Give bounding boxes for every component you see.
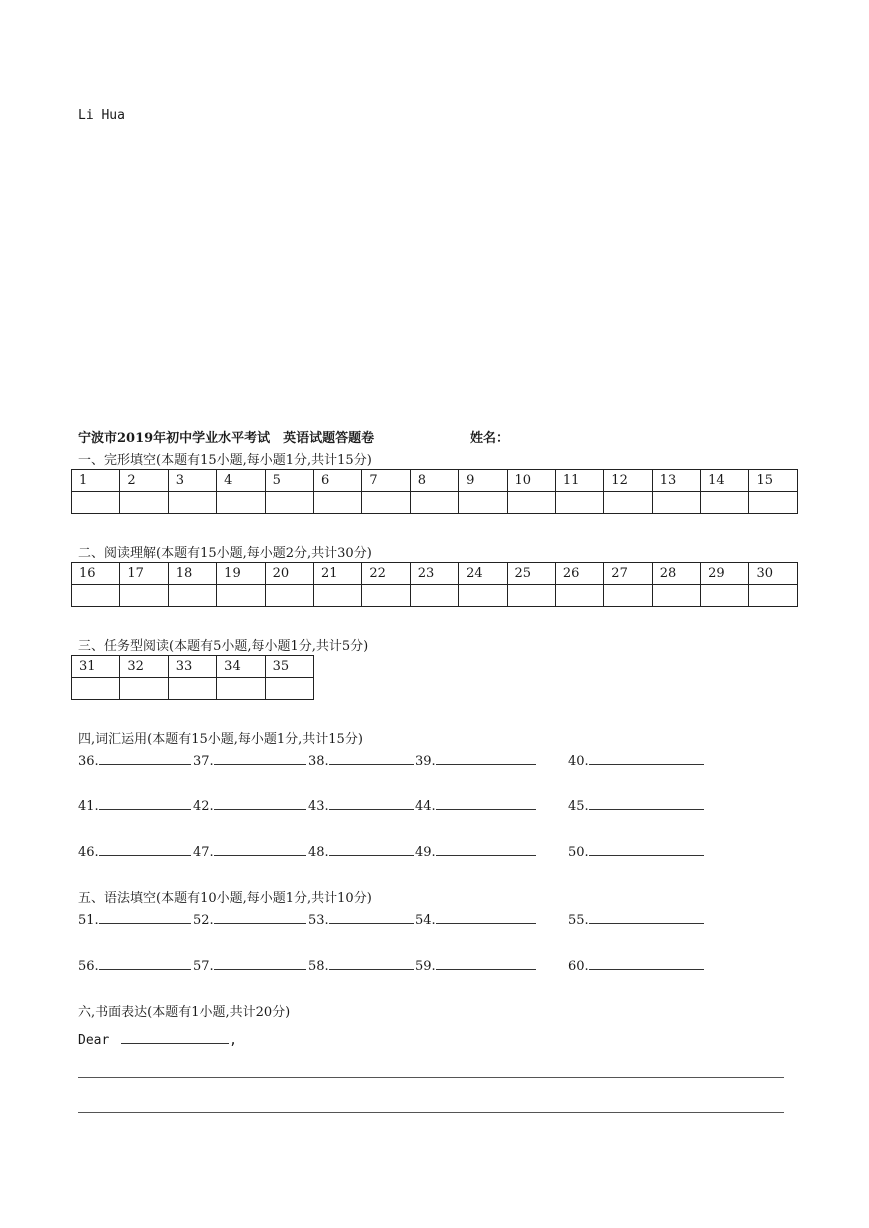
question-number: 14 bbox=[701, 470, 749, 492]
blank-item bbox=[193, 957, 306, 974]
answer-cell[interactable] bbox=[217, 585, 265, 607]
question-number: 1 bbox=[72, 470, 120, 492]
blank-item bbox=[568, 752, 704, 769]
answer-cell[interactable] bbox=[362, 492, 410, 514]
item-number: 54. bbox=[415, 913, 436, 928]
question-number: 28 bbox=[652, 563, 700, 585]
question-number: 35 bbox=[265, 656, 313, 678]
answer-blank[interactable] bbox=[214, 911, 306, 924]
section-6-heading: 六,书面表达(本题有1小题,共计20分) bbox=[78, 1005, 291, 1020]
item-number: 60. bbox=[568, 959, 589, 974]
question-number: 33 bbox=[168, 656, 216, 678]
item-number: 43. bbox=[308, 799, 329, 814]
answer-blank[interactable] bbox=[589, 911, 704, 924]
blank-item bbox=[568, 957, 704, 974]
section-2-heading: 二、阅读理解(本题有15小题,每小题2分,共计30分) bbox=[78, 546, 372, 561]
answer-cell[interactable] bbox=[507, 585, 555, 607]
question-number: 8 bbox=[410, 470, 458, 492]
item-number: 38. bbox=[308, 754, 329, 769]
item-number: 57. bbox=[193, 959, 214, 974]
blank-item bbox=[415, 843, 536, 860]
blank-item bbox=[193, 752, 306, 769]
answer-cell[interactable] bbox=[217, 678, 265, 700]
answer-blank[interactable] bbox=[436, 797, 536, 810]
item-number: 45. bbox=[568, 799, 589, 814]
answer-blank[interactable] bbox=[214, 752, 306, 765]
item-number: 44. bbox=[415, 799, 436, 814]
recipient-blank[interactable] bbox=[121, 1031, 229, 1044]
answer-cell[interactable] bbox=[459, 585, 507, 607]
blank-item bbox=[415, 957, 536, 974]
answer-cell[interactable] bbox=[72, 585, 120, 607]
answer-cell[interactable] bbox=[313, 585, 361, 607]
item-number: 51. bbox=[78, 913, 99, 928]
question-number: 13 bbox=[652, 470, 700, 492]
question-number: 20 bbox=[265, 563, 313, 585]
blank-item bbox=[568, 843, 704, 860]
question-number: 10 bbox=[507, 470, 555, 492]
answer-cell[interactable] bbox=[265, 492, 313, 514]
answer-blank[interactable] bbox=[436, 957, 536, 970]
item-number: 58. bbox=[308, 959, 329, 974]
answer-cell[interactable] bbox=[749, 492, 798, 514]
question-number: 2 bbox=[120, 470, 168, 492]
answer-cell[interactable] bbox=[120, 678, 168, 700]
section-4-heading: 四,词汇运用(本题有15小题,每小题1分,共计15分) bbox=[78, 732, 363, 747]
blank-item bbox=[193, 843, 306, 860]
answer-cell[interactable] bbox=[749, 585, 798, 607]
answer-cell[interactable] bbox=[120, 492, 168, 514]
blank-item bbox=[78, 752, 191, 769]
item-number: 55. bbox=[568, 913, 589, 928]
blank-item bbox=[78, 797, 191, 814]
blank-item bbox=[415, 797, 536, 814]
item-number: 48. bbox=[308, 845, 329, 860]
item-number: 56. bbox=[78, 959, 99, 974]
answer-blank[interactable] bbox=[329, 797, 414, 810]
answer-blank[interactable] bbox=[214, 797, 306, 810]
question-number: 31 bbox=[72, 656, 120, 678]
question-number: 25 bbox=[507, 563, 555, 585]
section-1-answer-grid bbox=[71, 469, 798, 514]
blank-item bbox=[308, 752, 414, 769]
item-number: 37. bbox=[193, 754, 214, 769]
answer-cell[interactable] bbox=[604, 585, 652, 607]
answer-blank[interactable] bbox=[329, 911, 414, 924]
question-number: 21 bbox=[313, 563, 361, 585]
greeting-comma: , bbox=[229, 1033, 237, 1048]
answer-cell[interactable] bbox=[265, 585, 313, 607]
answer-blank[interactable] bbox=[99, 957, 191, 970]
question-number: 18 bbox=[168, 563, 216, 585]
answer-cell[interactable] bbox=[652, 585, 700, 607]
question-number: 30 bbox=[749, 563, 798, 585]
answer-blank[interactable] bbox=[589, 843, 704, 856]
answer-blank[interactable] bbox=[99, 843, 191, 856]
answer-blank[interactable] bbox=[329, 843, 414, 856]
section-2-answer-row bbox=[72, 585, 798, 607]
question-number: 24 bbox=[459, 563, 507, 585]
item-number: 42. bbox=[193, 799, 214, 814]
item-number: 59. bbox=[415, 959, 436, 974]
blank-item bbox=[308, 957, 414, 974]
section-1-answer-row bbox=[72, 492, 798, 514]
answer-blank[interactable] bbox=[436, 752, 536, 765]
answer-cell[interactable] bbox=[168, 678, 216, 700]
question-number: 26 bbox=[555, 563, 603, 585]
question-number: 32 bbox=[120, 656, 168, 678]
answer-cell[interactable] bbox=[72, 678, 120, 700]
blank-item bbox=[308, 911, 414, 928]
question-number: 4 bbox=[217, 470, 265, 492]
item-number: 47. bbox=[193, 845, 214, 860]
answer-blank[interactable] bbox=[589, 752, 704, 765]
blank-item bbox=[193, 911, 306, 928]
section-5-heading: 五、语法填空(本题有10小题,每小题1分,共计10分) bbox=[78, 891, 372, 906]
question-number: 22 bbox=[362, 563, 410, 585]
answer-blank[interactable] bbox=[99, 752, 191, 765]
question-number: 23 bbox=[410, 563, 458, 585]
answer-blank[interactable] bbox=[329, 957, 414, 970]
answer-blank[interactable] bbox=[214, 957, 306, 970]
question-number: 11 bbox=[555, 470, 603, 492]
question-number: 9 bbox=[459, 470, 507, 492]
question-number: 16 bbox=[72, 563, 120, 585]
answer-blank[interactable] bbox=[436, 911, 536, 924]
question-number: 17 bbox=[120, 563, 168, 585]
answer-cell[interactable] bbox=[507, 492, 555, 514]
writing-line[interactable] bbox=[78, 1112, 784, 1113]
answer-cell[interactable] bbox=[120, 585, 168, 607]
section-2-number-row bbox=[72, 563, 798, 585]
answer-cell[interactable] bbox=[652, 492, 700, 514]
question-number: 15 bbox=[749, 470, 798, 492]
item-number: 36. bbox=[78, 754, 99, 769]
section-2-answer-grid bbox=[71, 562, 798, 607]
question-number: 12 bbox=[604, 470, 652, 492]
page-title: 宁波市2019年初中学业水平考试 英语试题答题卷 bbox=[78, 431, 375, 446]
writing-line[interactable] bbox=[78, 1077, 784, 1078]
blank-item bbox=[568, 797, 704, 814]
question-number: 19 bbox=[217, 563, 265, 585]
question-number: 27 bbox=[604, 563, 652, 585]
answer-blank[interactable] bbox=[99, 797, 191, 810]
item-number: 40. bbox=[568, 754, 589, 769]
answer-blank[interactable] bbox=[436, 843, 536, 856]
section-3-answer-grid bbox=[71, 655, 314, 700]
answer-cell[interactable] bbox=[604, 492, 652, 514]
item-number: 50. bbox=[568, 845, 589, 860]
answer-cell[interactable] bbox=[313, 492, 361, 514]
answer-blank[interactable] bbox=[589, 797, 704, 810]
question-number: 6 bbox=[313, 470, 361, 492]
item-number: 53. bbox=[308, 913, 329, 928]
answer-cell[interactable] bbox=[555, 492, 603, 514]
item-number: 41. bbox=[78, 799, 99, 814]
question-number: 34 bbox=[217, 656, 265, 678]
answer-blank[interactable] bbox=[589, 957, 704, 970]
section-3-answer-row bbox=[72, 678, 314, 700]
question-number: 29 bbox=[701, 563, 749, 585]
answer-cell[interactable] bbox=[459, 492, 507, 514]
blank-item bbox=[78, 911, 191, 928]
blank-item bbox=[415, 752, 536, 769]
answer-cell[interactable] bbox=[217, 492, 265, 514]
answer-cell[interactable] bbox=[410, 585, 458, 607]
answer-cell[interactable] bbox=[265, 678, 313, 700]
question-number: 5 bbox=[265, 470, 313, 492]
name-label: 姓名： bbox=[470, 431, 510, 446]
answer-blank[interactable] bbox=[329, 752, 414, 765]
item-number: 52. bbox=[193, 913, 214, 928]
answer-cell[interactable] bbox=[555, 585, 603, 607]
blank-item bbox=[415, 911, 536, 928]
item-number: 46. bbox=[78, 845, 99, 860]
answer-cell[interactable] bbox=[168, 585, 216, 607]
blank-item bbox=[308, 843, 414, 860]
answer-cell[interactable] bbox=[701, 585, 749, 607]
blank-item bbox=[308, 797, 414, 814]
answer-cell[interactable] bbox=[362, 585, 410, 607]
section-3-number-row bbox=[72, 656, 314, 678]
answer-cell[interactable] bbox=[410, 492, 458, 514]
blank-item bbox=[78, 957, 191, 974]
answer-blank[interactable] bbox=[99, 911, 191, 924]
answer-cell[interactable] bbox=[72, 492, 120, 514]
blank-item bbox=[193, 797, 306, 814]
answer-blank[interactable] bbox=[214, 843, 306, 856]
item-number: 49. bbox=[415, 845, 436, 860]
answer-cell[interactable] bbox=[168, 492, 216, 514]
greeting-line bbox=[78, 1031, 237, 1048]
question-number: 7 bbox=[362, 470, 410, 492]
answer-cell[interactable] bbox=[701, 492, 749, 514]
section-1-number-row bbox=[72, 470, 798, 492]
blank-item bbox=[568, 911, 704, 928]
section-3-heading: 三、任务型阅读(本题有5小题,每小题1分,共计5分) bbox=[78, 639, 369, 654]
section-1-heading: 一、完形填空(本题有15小题,每小题1分,共计15分) bbox=[78, 453, 372, 468]
greeting-text: Dear bbox=[78, 1033, 110, 1048]
signature-text: Li Hua bbox=[78, 108, 125, 123]
question-number: 3 bbox=[168, 470, 216, 492]
blank-item bbox=[78, 843, 191, 860]
item-number: 39. bbox=[415, 754, 436, 769]
